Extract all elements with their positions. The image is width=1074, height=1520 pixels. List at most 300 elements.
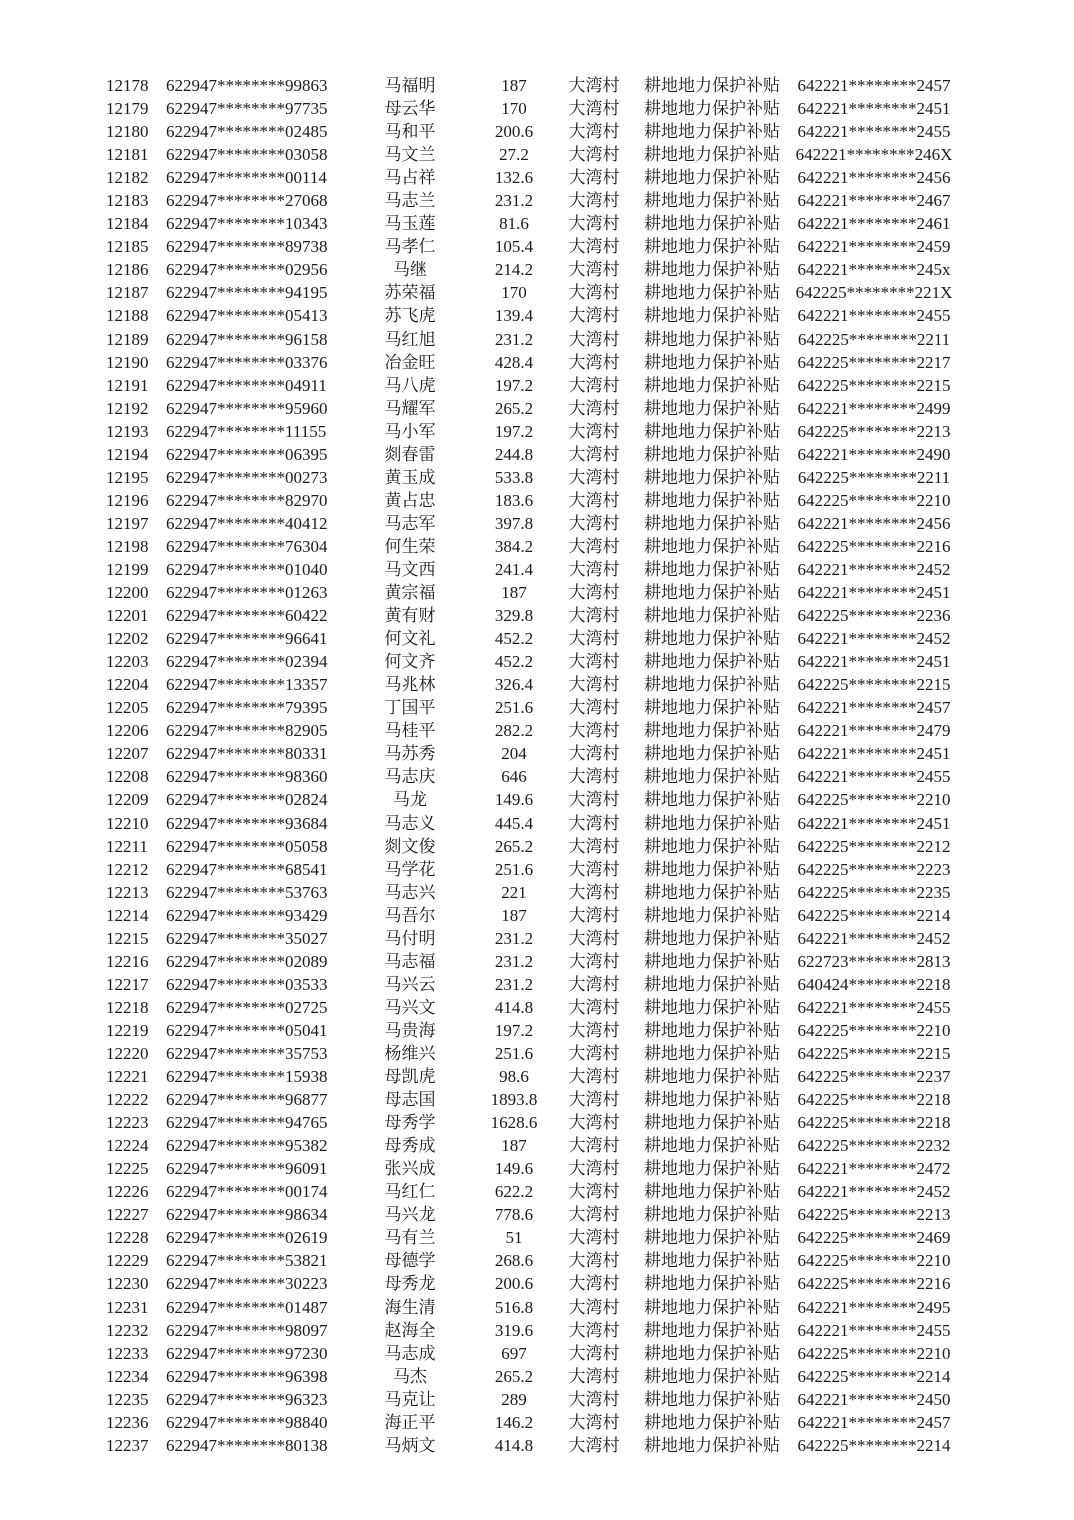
row-index-cell: 12213 bbox=[106, 882, 149, 902]
village-cell: 大湾村 bbox=[568, 675, 620, 695]
row-index-cell: 12226 bbox=[106, 1182, 149, 1202]
id-number-cell: 622947********80138 bbox=[166, 1435, 328, 1455]
id-number-cell: 622947********03376 bbox=[166, 352, 328, 372]
table-row bbox=[100, 189, 966, 212]
id-number-cell: 622947********68541 bbox=[166, 859, 328, 879]
account-number-cell: 642225********2213 bbox=[797, 1205, 951, 1225]
person-name-cell: 马志成 bbox=[384, 1343, 436, 1363]
table-row bbox=[100, 1065, 966, 1088]
village-cell: 大湾村 bbox=[568, 168, 620, 188]
account-number-cell: 642221********2451 bbox=[797, 744, 951, 764]
amount-cell: 251.6 bbox=[494, 1043, 534, 1063]
row-index-cell: 12216 bbox=[106, 951, 149, 971]
row-index-cell: 12221 bbox=[106, 1067, 149, 1087]
amount-cell: 414.8 bbox=[494, 1435, 534, 1455]
subsidy-type-cell: 耕地地力保护补贴 bbox=[644, 675, 780, 695]
amount-cell: 516.8 bbox=[494, 1297, 534, 1317]
amount-cell: 265.2 bbox=[494, 398, 534, 418]
person-name-cell: 母云华 bbox=[384, 99, 436, 119]
row-index-cell: 12207 bbox=[106, 744, 149, 764]
amount-cell: 170 bbox=[501, 283, 527, 303]
account-number-cell: 642225********2214 bbox=[797, 1435, 951, 1455]
id-number-cell: 622947********02619 bbox=[166, 1228, 328, 1248]
person-name-cell: 海正平 bbox=[384, 1412, 436, 1432]
table-row bbox=[100, 1134, 966, 1157]
account-number-cell: 642225********2210 bbox=[797, 790, 951, 810]
row-index-cell: 12209 bbox=[106, 790, 149, 810]
table-row bbox=[100, 788, 966, 811]
subsidy-type-cell: 耕地地力保护补贴 bbox=[644, 560, 780, 579]
amount-cell: 149.6 bbox=[494, 790, 534, 810]
row-index-cell: 12189 bbox=[106, 329, 149, 349]
village-cell: 大湾村 bbox=[568, 767, 620, 787]
account-number-cell: 642221********2461 bbox=[797, 214, 951, 234]
row-index-cell: 12192 bbox=[106, 398, 149, 418]
id-number-cell: 622947********53763 bbox=[166, 882, 328, 902]
table-row bbox=[100, 973, 966, 996]
person-name-cell: 何文礼 bbox=[384, 629, 436, 649]
subsidy-type-cell: 耕地地力保护补贴 bbox=[644, 214, 780, 234]
table-row bbox=[100, 950, 966, 973]
id-number-cell: 622947********98840 bbox=[166, 1412, 328, 1432]
amount-cell: 251.6 bbox=[494, 698, 534, 718]
account-number-cell: 642221********2455 bbox=[797, 306, 951, 326]
account-number-cell: 642225********2232 bbox=[797, 1136, 951, 1156]
id-number-cell: 622947********98360 bbox=[166, 767, 328, 787]
village-cell: 大湾村 bbox=[568, 191, 620, 211]
subsidy-type-cell: 耕地地力保护补贴 bbox=[644, 1043, 780, 1063]
person-name-cell: 马志福 bbox=[384, 951, 436, 971]
amount-cell: 170 bbox=[501, 99, 527, 119]
subsidy-type-cell: 耕地地力保护补贴 bbox=[644, 790, 780, 810]
person-name-cell: 苏飞虎 bbox=[384, 306, 436, 326]
village-cell: 大湾村 bbox=[568, 1343, 620, 1363]
village-cell: 大湾村 bbox=[568, 1043, 620, 1063]
account-number-cell: 642225********2223 bbox=[797, 859, 951, 879]
amount-cell: 51 bbox=[505, 1228, 523, 1248]
person-name-cell: 马文兰 bbox=[384, 145, 436, 165]
row-index-cell: 12223 bbox=[106, 1113, 149, 1133]
table-row bbox=[100, 235, 966, 258]
id-number-cell: 622947********35027 bbox=[166, 928, 328, 948]
amount-cell: 445.4 bbox=[494, 813, 534, 833]
person-name-cell: 冶金旺 bbox=[384, 352, 436, 372]
village-cell: 大湾村 bbox=[568, 721, 620, 741]
person-name-cell: 母秀成 bbox=[384, 1136, 436, 1156]
id-number-cell: 622947********15938 bbox=[166, 1067, 328, 1087]
amount-cell: 428.4 bbox=[494, 352, 534, 372]
id-number-cell: 622947********96877 bbox=[166, 1090, 328, 1110]
subsidy-type-cell: 耕地地力保护补贴 bbox=[644, 1067, 780, 1087]
account-number-cell: 642225********2215 bbox=[797, 1043, 951, 1063]
row-index-cell: 12198 bbox=[106, 536, 149, 556]
account-number-cell: 642221********2452 bbox=[797, 928, 951, 948]
table-row bbox=[100, 1411, 966, 1434]
subsidy-table bbox=[100, 74, 966, 1457]
amount-cell: 329.8 bbox=[494, 606, 534, 626]
table-row bbox=[100, 1157, 966, 1180]
subsidy-type-cell: 耕地地力保护补贴 bbox=[644, 122, 780, 142]
village-cell: 大湾村 bbox=[568, 352, 620, 372]
amount-cell: 397.8 bbox=[494, 513, 534, 533]
id-number-cell: 622947********00174 bbox=[166, 1182, 328, 1202]
table-row bbox=[100, 1111, 966, 1134]
person-name-cell: 马福明 bbox=[384, 76, 436, 96]
person-name-cell: 马杰 bbox=[393, 1366, 427, 1386]
account-number-cell: 642225********2214 bbox=[797, 1366, 951, 1386]
subsidy-type-cell: 耕地地力保护补贴 bbox=[644, 813, 780, 833]
id-number-cell: 622947********13357 bbox=[166, 675, 328, 695]
table-row bbox=[100, 1319, 966, 1342]
subsidy-type-cell: 耕地地力保护补贴 bbox=[644, 1251, 780, 1271]
account-number-cell: 642221********245x bbox=[797, 260, 951, 280]
account-number-cell: 642221********2452 bbox=[797, 1182, 951, 1202]
id-number-cell: 622947********30223 bbox=[166, 1274, 328, 1294]
table-row bbox=[100, 581, 966, 604]
village-cell: 大湾村 bbox=[568, 490, 620, 510]
table-row bbox=[100, 1342, 966, 1365]
id-number-cell: 622947********94195 bbox=[166, 283, 328, 303]
id-number-cell: 622947********98634 bbox=[166, 1205, 328, 1225]
row-index-cell: 12206 bbox=[106, 721, 149, 741]
table-row bbox=[100, 281, 966, 304]
row-index-cell: 12204 bbox=[106, 675, 149, 695]
account-number-cell: 642225********2210 bbox=[797, 490, 951, 510]
subsidy-type-cell: 耕地地力保护补贴 bbox=[644, 513, 780, 533]
id-number-cell: 622947********82970 bbox=[166, 490, 328, 510]
row-index-cell: 12195 bbox=[106, 467, 149, 487]
amount-cell: 319.6 bbox=[494, 1320, 534, 1340]
account-number-cell: 642225********2237 bbox=[797, 1067, 951, 1087]
village-cell: 大湾村 bbox=[568, 329, 620, 349]
id-number-cell: 622947********95382 bbox=[166, 1136, 328, 1156]
village-cell: 大湾村 bbox=[568, 1274, 620, 1294]
account-number-cell: 642225********2236 bbox=[797, 606, 951, 626]
row-index-cell: 12237 bbox=[106, 1435, 149, 1455]
subsidy-type-cell: 耕地地力保护补贴 bbox=[644, 974, 780, 994]
row-index-cell: 12193 bbox=[106, 421, 149, 441]
amount-cell: 622.2 bbox=[494, 1182, 534, 1202]
person-name-cell: 马苏秀 bbox=[384, 744, 436, 764]
table-row bbox=[100, 74, 966, 97]
account-number-cell: 642225********2235 bbox=[797, 882, 951, 902]
village-cell: 大湾村 bbox=[568, 928, 620, 948]
id-number-cell: 622947********53821 bbox=[166, 1251, 328, 1271]
row-index-cell: 12222 bbox=[106, 1090, 149, 1110]
person-name-cell: 马克让 bbox=[384, 1389, 436, 1409]
amount-cell: 384.2 bbox=[494, 536, 534, 556]
row-index-cell: 12236 bbox=[106, 1412, 149, 1432]
amount-cell: 251.6 bbox=[494, 859, 534, 879]
person-name-cell: 马付明 bbox=[384, 928, 436, 948]
table-row bbox=[100, 1295, 966, 1318]
amount-cell: 27.2 bbox=[499, 145, 529, 165]
village-cell: 大湾村 bbox=[568, 1113, 620, 1133]
table-row bbox=[100, 996, 966, 1019]
subsidy-type-cell: 耕地地力保护补贴 bbox=[644, 444, 780, 464]
village-cell: 大湾村 bbox=[568, 283, 620, 303]
person-name-cell: 马继 bbox=[393, 260, 427, 280]
row-index-cell: 12210 bbox=[106, 813, 149, 833]
amount-cell: 149.6 bbox=[494, 1159, 534, 1179]
table-row bbox=[100, 97, 966, 120]
account-number-cell: 642221********2450 bbox=[797, 1389, 951, 1409]
village-cell: 大湾村 bbox=[568, 744, 620, 764]
person-name-cell: 母凯虎 bbox=[384, 1067, 436, 1087]
subsidy-type-cell: 耕地地力保护补贴 bbox=[644, 836, 780, 856]
person-name-cell: 母秀龙 bbox=[384, 1274, 436, 1294]
amount-cell: 197.2 bbox=[494, 1020, 534, 1040]
id-number-cell: 622947********02089 bbox=[166, 951, 328, 971]
village-cell: 大湾村 bbox=[568, 951, 620, 971]
table-row bbox=[100, 258, 966, 281]
id-number-cell: 622947********02394 bbox=[166, 652, 328, 672]
id-number-cell: 622947********01040 bbox=[166, 560, 328, 579]
village-cell: 大湾村 bbox=[568, 145, 620, 165]
village-cell: 大湾村 bbox=[568, 398, 620, 418]
id-number-cell: 622947********94765 bbox=[166, 1113, 328, 1133]
subsidy-type-cell: 耕地地力保护补贴 bbox=[644, 1113, 780, 1133]
person-name-cell: 张兴成 bbox=[384, 1159, 436, 1179]
account-number-cell: 622723********2813 bbox=[797, 951, 951, 971]
table-row bbox=[100, 650, 966, 673]
amount-cell: 231.2 bbox=[494, 191, 534, 211]
row-index-cell: 12186 bbox=[106, 260, 149, 280]
person-name-cell: 马兴文 bbox=[384, 997, 436, 1017]
table-row bbox=[100, 835, 966, 858]
row-index-cell: 12224 bbox=[106, 1136, 149, 1156]
person-name-cell: 母德学 bbox=[384, 1251, 436, 1271]
subsidy-type-cell: 耕地地力保护补贴 bbox=[644, 1136, 780, 1156]
subsidy-type-cell: 耕地地力保护补贴 bbox=[644, 951, 780, 971]
id-number-cell: 622947********01263 bbox=[166, 583, 328, 603]
subsidy-type-cell: 耕地地力保护补贴 bbox=[644, 583, 780, 603]
id-number-cell: 622947********93684 bbox=[166, 813, 328, 833]
person-name-cell: 马红旭 bbox=[384, 329, 436, 349]
subsidy-type-cell: 耕地地力保护补贴 bbox=[644, 1090, 780, 1110]
subsidy-type-cell: 耕地地力保护补贴 bbox=[644, 467, 780, 487]
subsidy-type-cell: 耕地地力保护补贴 bbox=[644, 76, 780, 96]
subsidy-type-cell: 耕地地力保护补贴 bbox=[644, 168, 780, 188]
amount-cell: 268.6 bbox=[494, 1251, 534, 1271]
id-number-cell: 622947********98097 bbox=[166, 1320, 328, 1340]
person-name-cell: 马和平 bbox=[384, 122, 436, 142]
account-number-cell: 642221********2451 bbox=[797, 583, 951, 603]
table-row bbox=[100, 166, 966, 189]
amount-cell: 81.6 bbox=[499, 214, 529, 234]
id-number-cell: 622947********00273 bbox=[166, 467, 328, 487]
row-index-cell: 12199 bbox=[106, 560, 149, 579]
account-number-cell: 642221********2455 bbox=[797, 122, 951, 142]
id-number-cell: 622947********03533 bbox=[166, 974, 328, 994]
amount-cell: 187 bbox=[501, 1136, 527, 1156]
row-index-cell: 12219 bbox=[106, 1020, 149, 1040]
village-cell: 大湾村 bbox=[568, 306, 620, 326]
village-cell: 大湾村 bbox=[568, 882, 620, 902]
person-name-cell: 马吾尔 bbox=[384, 905, 436, 925]
amount-cell: 214.2 bbox=[494, 260, 534, 280]
village-cell: 大湾村 bbox=[568, 1389, 620, 1409]
table-row bbox=[100, 1203, 966, 1226]
subsidy-type-cell: 耕地地力保护补贴 bbox=[644, 145, 780, 165]
subsidy-type-cell: 耕地地力保护补贴 bbox=[644, 698, 780, 718]
village-cell: 大湾村 bbox=[568, 790, 620, 810]
village-cell: 大湾村 bbox=[568, 1020, 620, 1040]
village-cell: 大湾村 bbox=[568, 1067, 620, 1087]
row-index-cell: 12201 bbox=[106, 606, 149, 626]
village-cell: 大湾村 bbox=[568, 1435, 620, 1455]
row-index-cell: 12208 bbox=[106, 767, 149, 787]
subsidy-type-cell: 耕地地力保护补贴 bbox=[644, 329, 780, 349]
account-number-cell: 642221********2479 bbox=[797, 721, 951, 741]
subsidy-type-cell: 耕地地力保护补贴 bbox=[644, 652, 780, 672]
id-number-cell: 622947********05413 bbox=[166, 306, 328, 326]
village-cell: 大湾村 bbox=[568, 1320, 620, 1340]
account-number-cell: 642221********2455 bbox=[797, 997, 951, 1017]
subsidy-type-cell: 耕地地力保护补贴 bbox=[644, 928, 780, 948]
subsidy-type-cell: 耕地地力保护补贴 bbox=[644, 352, 780, 372]
account-number-cell: 642225********2218 bbox=[797, 1113, 951, 1133]
subsidy-type-cell: 耕地地力保护补贴 bbox=[644, 905, 780, 925]
row-index-cell: 12191 bbox=[106, 375, 149, 395]
village-cell: 大湾村 bbox=[568, 421, 620, 441]
id-number-cell: 622947********01487 bbox=[166, 1297, 328, 1317]
subsidy-type-cell: 耕地地力保护补贴 bbox=[644, 1412, 780, 1432]
table-row bbox=[100, 212, 966, 235]
village-cell: 大湾村 bbox=[568, 836, 620, 856]
person-name-cell: 母秀学 bbox=[384, 1113, 436, 1133]
table-row bbox=[100, 881, 966, 904]
amount-cell: 265.2 bbox=[494, 1366, 534, 1386]
village-cell: 大湾村 bbox=[568, 1136, 620, 1156]
account-number-cell: 642221********2451 bbox=[797, 813, 951, 833]
row-index-cell: 12228 bbox=[106, 1228, 149, 1248]
account-number-cell: 642225********2210 bbox=[797, 1343, 951, 1363]
amount-cell: 697 bbox=[501, 1343, 527, 1363]
row-index-cell: 12181 bbox=[106, 145, 149, 165]
account-number-cell: 642221********2490 bbox=[797, 444, 951, 464]
person-name-cell: 何生荣 bbox=[384, 536, 436, 556]
subsidy-type-cell: 耕地地力保护补贴 bbox=[644, 306, 780, 326]
id-number-cell: 622947********02824 bbox=[166, 790, 328, 810]
subsidy-type-cell: 耕地地力保护补贴 bbox=[644, 1297, 780, 1317]
subsidy-type-cell: 耕地地力保护补贴 bbox=[644, 744, 780, 764]
account-number-cell: 642221********2459 bbox=[797, 237, 951, 257]
account-number-cell: 642225********2469 bbox=[797, 1228, 951, 1248]
id-number-cell: 622947********99863 bbox=[166, 76, 328, 96]
person-name-cell: 马兴龙 bbox=[384, 1205, 436, 1225]
subsidy-type-cell: 耕地地力保护补贴 bbox=[644, 490, 780, 510]
id-number-cell: 622947********76304 bbox=[166, 536, 328, 556]
row-index-cell: 12190 bbox=[106, 352, 149, 372]
table-row bbox=[100, 673, 966, 696]
table-row bbox=[100, 143, 966, 166]
village-cell: 大湾村 bbox=[568, 1297, 620, 1317]
account-number-cell: 642225********2216 bbox=[797, 1274, 951, 1294]
village-cell: 大湾村 bbox=[568, 859, 620, 879]
row-index-cell: 12212 bbox=[106, 859, 149, 879]
row-index-cell: 12185 bbox=[106, 237, 149, 257]
account-number-cell: 642221********2455 bbox=[797, 767, 951, 787]
table-row bbox=[100, 558, 966, 581]
subsidy-type-cell: 耕地地力保护补贴 bbox=[644, 421, 780, 441]
amount-cell: 289 bbox=[501, 1389, 527, 1409]
subsidy-type-cell: 耕地地力保护补贴 bbox=[644, 1205, 780, 1225]
account-number-cell: 642225********2214 bbox=[797, 905, 951, 925]
row-index-cell: 12179 bbox=[106, 99, 149, 119]
amount-cell: 187 bbox=[501, 905, 527, 925]
account-number-cell: 642225********2216 bbox=[797, 536, 951, 556]
row-index-cell: 12214 bbox=[106, 905, 149, 925]
account-number-cell: 640424********2218 bbox=[797, 974, 951, 994]
id-number-cell: 622947********02725 bbox=[166, 997, 328, 1017]
person-name-cell: 剡文俊 bbox=[384, 836, 436, 856]
table-row bbox=[100, 604, 966, 627]
id-number-cell: 622947********02485 bbox=[166, 122, 328, 142]
table-row bbox=[100, 374, 966, 397]
village-cell: 大湾村 bbox=[568, 698, 620, 718]
person-name-cell: 杨维兴 bbox=[384, 1043, 436, 1063]
village-cell: 大湾村 bbox=[568, 1090, 620, 1110]
subsidy-type-cell: 耕地地力保护补贴 bbox=[644, 767, 780, 787]
person-name-cell: 何文齐 bbox=[384, 652, 436, 672]
table-row bbox=[100, 1434, 966, 1457]
subsidy-type-cell: 耕地地力保护补贴 bbox=[644, 1343, 780, 1363]
account-number-cell: 642221********2457 bbox=[797, 76, 951, 96]
village-cell: 大湾村 bbox=[568, 1205, 620, 1225]
person-name-cell: 黄玉成 bbox=[384, 467, 436, 487]
row-index-cell: 12215 bbox=[106, 928, 149, 948]
row-index-cell: 12197 bbox=[106, 513, 149, 533]
table-row bbox=[100, 1249, 966, 1272]
subsidy-type-cell: 耕地地力保护补贴 bbox=[644, 1020, 780, 1040]
amount-cell: 231.2 bbox=[494, 329, 534, 349]
subsidy-type-cell: 耕地地力保护补贴 bbox=[644, 1228, 780, 1248]
account-number-cell: 642225********2217 bbox=[797, 352, 951, 372]
amount-cell: 452.2 bbox=[494, 652, 534, 672]
table-row bbox=[100, 627, 966, 650]
account-number-cell: 642221********2455 bbox=[797, 1320, 951, 1340]
village-cell: 大湾村 bbox=[568, 444, 620, 464]
person-name-cell: 马桂平 bbox=[384, 721, 436, 741]
village-cell: 大湾村 bbox=[568, 652, 620, 672]
table-row bbox=[100, 328, 966, 351]
subsidy-type-cell: 耕地地力保护补贴 bbox=[644, 536, 780, 556]
id-number-cell: 622947********96323 bbox=[166, 1389, 328, 1409]
person-name-cell: 剡春雷 bbox=[384, 444, 436, 464]
subsidy-type-cell: 耕地地力保护补贴 bbox=[644, 375, 780, 395]
id-number-cell: 622947********80331 bbox=[166, 744, 328, 764]
person-name-cell: 马志兴 bbox=[384, 882, 436, 902]
village-cell: 大湾村 bbox=[568, 375, 620, 395]
id-number-cell: 622947********79395 bbox=[166, 698, 328, 718]
amount-cell: 282.2 bbox=[494, 721, 534, 741]
id-number-cell: 622947********06395 bbox=[166, 444, 328, 464]
account-number-cell: 642225********2211 bbox=[797, 329, 951, 349]
id-number-cell: 622947********03058 bbox=[166, 145, 328, 165]
table-row bbox=[100, 904, 966, 927]
id-number-cell: 622947********97230 bbox=[166, 1343, 328, 1363]
account-number-cell: 642225********2212 bbox=[797, 836, 951, 856]
amount-cell: 146.2 bbox=[494, 1412, 534, 1432]
table-row bbox=[100, 1388, 966, 1411]
village-cell: 大湾村 bbox=[568, 583, 620, 603]
person-name-cell: 马孝仁 bbox=[384, 237, 436, 257]
village-cell: 大湾村 bbox=[568, 536, 620, 556]
table-row bbox=[100, 927, 966, 950]
id-number-cell: 622947********05041 bbox=[166, 1020, 328, 1040]
subsidy-type-cell: 耕地地力保护补贴 bbox=[644, 283, 780, 303]
